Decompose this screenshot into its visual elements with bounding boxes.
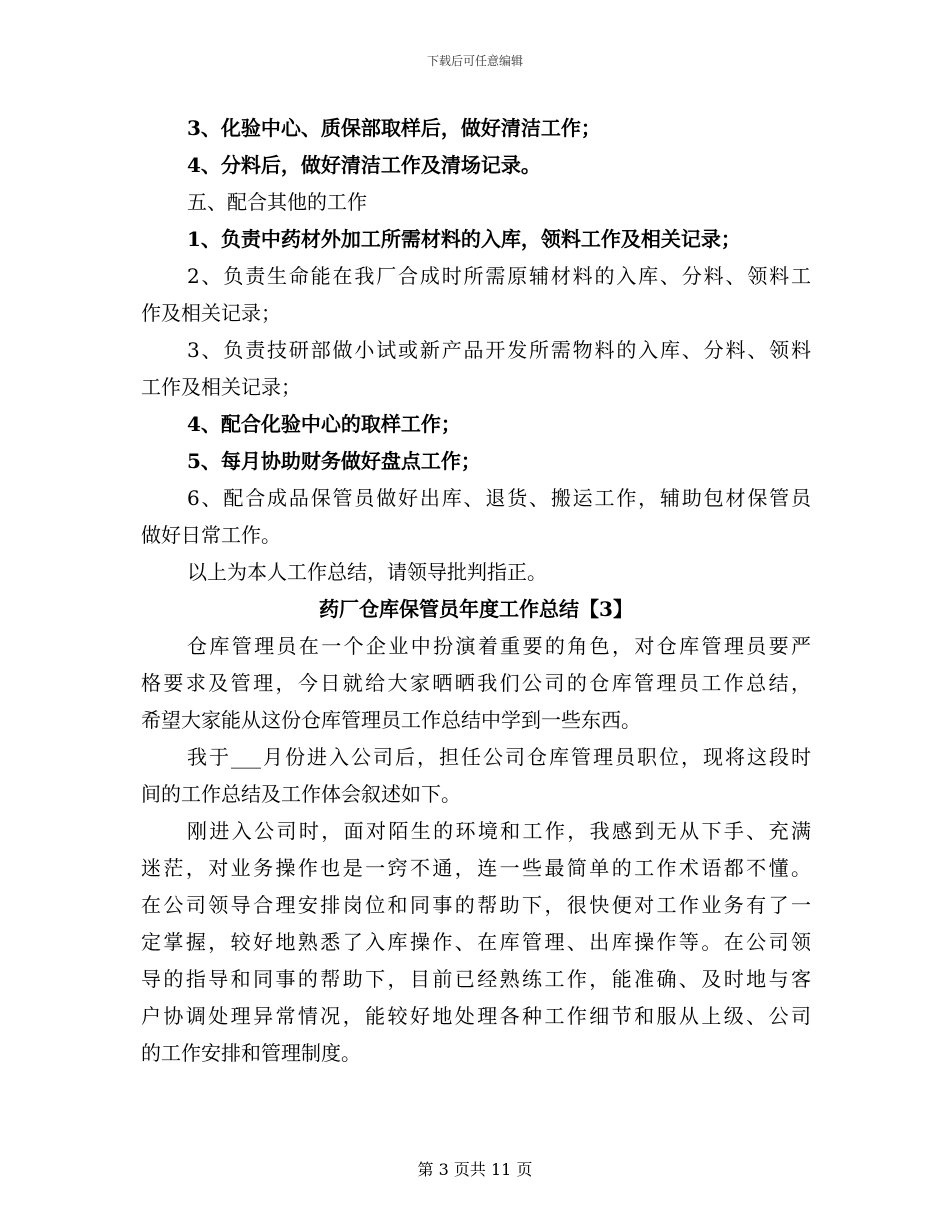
paragraph-line: 迷茫，对业务操作也是一窍不通，连一些最简单的工作术语都不懂。 [141, 856, 811, 880]
paragraph-line: 5、每月协助财务做好盘点工作； [187, 449, 481, 473]
paragraph-line: 以上为本人工作总结，请领导批判指正。 [187, 560, 547, 584]
paragraph-line: 格要求及管理，今日就给大家晒晒我们公司的仓库管理员工作总结， [141, 671, 811, 695]
paragraph-line: 6、配合成品保管员做好出库、退货、搬运工作，辅助包材保管员 [187, 486, 811, 510]
paragraph-line: 2、负责生命能在我厂合成时所需原辅材料的入库、分料、领料工 [187, 264, 811, 288]
paragraph-line: 间的工作总结及工作体会叙述如下。 [141, 782, 461, 806]
paragraph-line: 做好日常工作。 [141, 523, 281, 547]
paragraph-line: 刚进入公司时，面对陌生的环境和工作，我感到无从下手、充满 [187, 819, 811, 843]
paragraph-line: 3、化验中心、质保部取样后，做好清洁工作； [187, 116, 601, 140]
section-heading: 五、配合其他的工作 [187, 190, 367, 214]
paragraph-line: 定掌握，较好地熟悉了入库操作、在库管理、出库操作等。在公司领 [141, 930, 811, 954]
paragraph-line: 户协调处理异常情况，能较好地处理各种工作细节和服从上级、公司 [141, 1004, 811, 1028]
paragraph-line: 仓库管理员在一个企业中扮演着重要的角色，对仓库管理员要严 [187, 634, 811, 658]
paragraph-line: 工作及相关记录； [141, 375, 301, 399]
page-header-note: 下载后可任意编辑 [426, 54, 523, 68]
paragraph-line: 1、负责中药材外加工所需材料的入库，领料工作及相关记录； [187, 227, 741, 251]
paragraph-line: 的工作安排和管理制度。 [141, 1041, 361, 1065]
paragraph-line: 我于___月份进入公司后，担任公司仓库管理员职位，现将这段时 [187, 745, 811, 769]
paragraph-line: 在公司领导合理安排岗位和同事的帮助下，很快便对工作业务有了一 [141, 893, 811, 917]
paragraph-line: 4、配合化验中心的取样工作； [187, 412, 461, 436]
paragraph-line: 希望大家能从这份仓库管理员工作总结中学到一些东西。 [141, 708, 641, 732]
document-title: 药厂仓库保管员年度工作总结【3】 [319, 597, 633, 621]
paragraph-line: 作及相关记录； [141, 301, 281, 325]
paragraph-line: 导的指导和同事的帮助下，目前已经熟练工作，能准确、及时地与客 [141, 967, 811, 991]
page-number: 第 3 页共 11 页 [417, 1160, 533, 1179]
document-body [141, 110, 811, 1072]
paragraph-line: 4、分料后，做好清洁工作及清场记录。 [187, 153, 541, 177]
paragraph-line: 3、负责技研部做小试或新产品开发所需物料的入库、分料、领料 [187, 338, 811, 362]
